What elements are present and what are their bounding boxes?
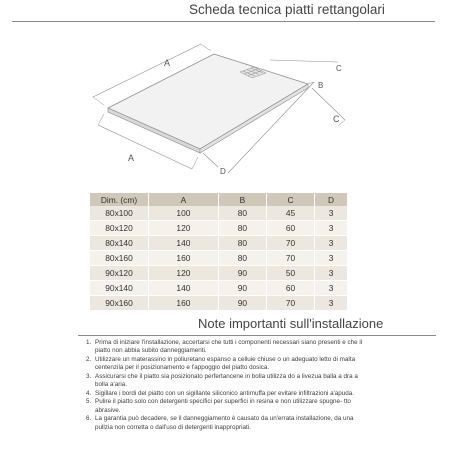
table-row [90,251,348,266]
notes-divider [78,335,436,336]
table-row [90,206,348,221]
label-a-top: A [164,58,171,68]
note-number: 5. [86,398,92,406]
cell-a: 160 [149,251,219,266]
cell-a: 100 [149,206,219,221]
shower-tray-diagram [0,22,450,190]
installation-notes-list [86,339,366,432]
cell-b: 90 [218,266,266,281]
cell-c: 60 [266,281,314,296]
cell-a: 140 [149,236,219,251]
note-number: 6. [86,415,92,423]
cell-d: 3 [315,296,348,311]
notes-title: Note importanti sull'installazione [198,316,384,331]
cell-a: 160 [149,296,219,311]
list-item [86,415,366,432]
list-item [86,373,366,390]
list-item [86,356,366,373]
label-c-right: C [333,114,340,124]
note-text: Prima di iniziare l'installazione, accertarsi che tutti i componenti necessari siano presenti e che il piatto non abbia subito danneggiamenti. [95,339,363,355]
note-text: Pulire il piatto solo con detergenti specifici per superfici in resina e non utilizzare spugne- tto abrasive. [95,398,351,414]
cell-dim: 80x160 [90,251,149,266]
note-number: 2. [86,355,92,363]
cell-b: 80 [218,206,266,221]
table-header-row [90,193,348,206]
page-title: Scheda tecnica piatti rettangolari [189,2,385,17]
table-row [90,266,348,281]
cell-a: 140 [149,281,219,296]
cell-b: 80 [218,251,266,266]
cell-c: 70 [266,296,314,311]
cell-dim: 90x140 [90,281,149,296]
header-dim: Dim. (cm) [90,193,149,206]
cell-b: 90 [218,281,266,296]
cell-d: 3 [315,251,348,266]
cell-c: 70 [266,236,314,251]
table-row [90,296,348,311]
list-item [86,398,366,415]
note-number: 3. [86,372,92,380]
note-number: 1. [86,339,92,346]
cell-d: 3 [315,281,348,296]
note-text: Assicurarsi che il piatto sia posizionato perfertancene in bolla utilizza do a livezua balla a dra a bolla a'aria. [95,372,358,389]
cell-b: 80 [218,221,266,236]
header-a: A [149,193,219,206]
tray-top-surface [108,54,308,149]
cell-d: 3 [315,266,348,281]
table-row [90,236,348,251]
cell-d: 3 [315,206,348,221]
note-text: Sigillare i bordi del piatto con un sigillante siliconico antimuffa per evitare infiltrazioni a'apuda. [95,389,355,397]
cell-b: 80 [218,236,266,251]
cell-a: 120 [149,221,219,236]
header-d: D [315,193,348,206]
label-a-bottom: A [128,153,135,163]
note-number: 4. [86,389,92,397]
dimension-line-c-right [312,88,345,120]
cell-dim: 80x120 [90,221,149,236]
label-c-top: C [336,64,342,73]
cell-a: 120 [149,266,219,281]
note-text: La garantia può decadere, se il danneggiamento è causato da un'errata installazione, da una pullzia non corretta o dall'uso di detergenti inappropriati. [95,415,354,431]
header-b: B [218,193,266,206]
cell-dim: 80x100 [90,206,149,221]
cell-b: 90 [218,296,266,311]
list-item [86,390,366,398]
note-text: Utilizzare un materassino in poliuretano espanso a celluie chiuse o un adeguato letto di malta centenzila per il posizionamento e l'appoggio del piatto dosica. [95,355,356,372]
cell-c: 70 [266,251,314,266]
cell-c: 60 [266,221,314,236]
dimensions-table [90,193,348,311]
table-row [90,221,348,236]
label-d: D [220,167,226,176]
dimension-line-c-top [270,60,338,62]
label-b: B [318,81,324,90]
cell-d: 3 [315,236,348,251]
table-row [90,281,348,296]
list-item [86,339,366,356]
header-c: C [266,193,314,206]
cell-dim: 90x120 [90,266,149,281]
cell-c: 50 [266,266,314,281]
cell-dim: 90x160 [90,296,149,311]
cell-dim: 80x140 [90,236,149,251]
cell-d: 3 [315,221,348,236]
dimension-line-d [203,153,218,167]
cell-c: 45 [266,206,314,221]
